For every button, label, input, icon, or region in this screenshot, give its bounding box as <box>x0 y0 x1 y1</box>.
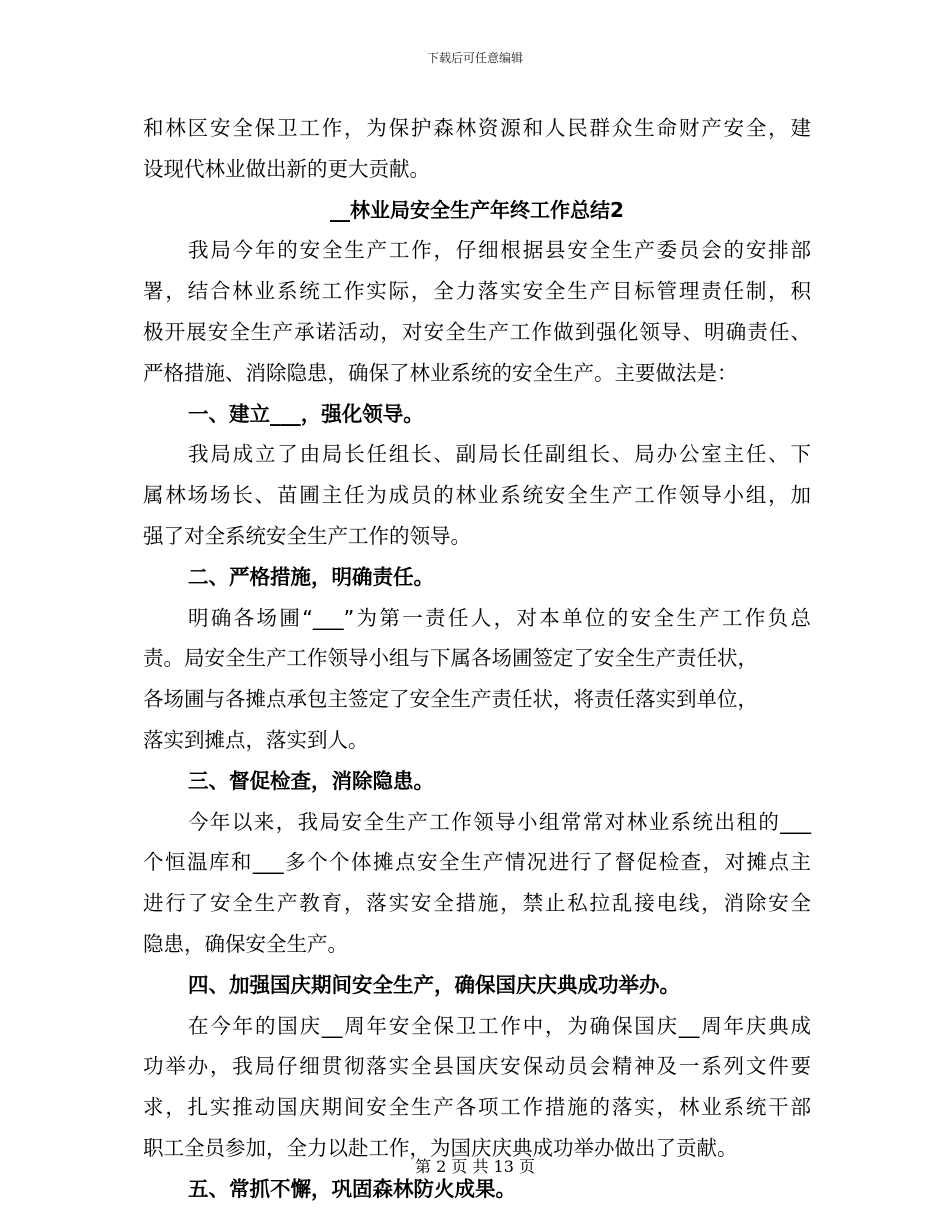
body-line: 责。局安全生产工作领导小组与下属各场圃签定了安全生产责任状， <box>143 646 758 671</box>
body-line: 严格措施、消除隐患，确保了林业系统的安全生产。主要做法是： <box>143 360 738 385</box>
body-line: 和林区安全保卫工作，为保护森林资源和人民群众生命财产安全，建 <box>143 116 811 140</box>
section-title: __林业局安全生产年终工作总结2 <box>330 197 624 222</box>
body-line: 个恒温库和___多个个体摊点安全生产情况进行了督促检查，对摊点主 <box>143 850 811 875</box>
subheading-5: 五、常抓不懈，巩固森林防火成果。 <box>188 1176 516 1201</box>
paragraph-first-line: 明确各场圃“___”为第一责任人，对本单位的安全生产工作负总 <box>188 605 811 630</box>
paragraph-first-line: 我局今年的安全生产工作，仔细根据县安全生产委员会的安排部 <box>188 238 811 263</box>
body-line: 求，扎实推动国庆期间安全生产各项工作措施的落实，林业系统干部 <box>143 1095 811 1120</box>
body-line: 各场圃与各摊点承包主签定了安全生产责任状，将责任落实到单位， <box>143 687 758 712</box>
page-number: 第 2 页 共 13 页 <box>415 1157 535 1176</box>
subheading-4: 四、加强国庆期间安全生产，确保国庆庆典成功举办。 <box>188 972 680 997</box>
document-body <box>143 108 811 1210</box>
subheading-3: 三、督促检查，消除隐患。 <box>188 768 434 793</box>
body-line: 极开展安全生产承诺活动，对安全生产工作做到强化领导、明确责任、 <box>143 319 811 344</box>
paragraph-first-line: 我局成立了由局长任组长、副局长任副组长、局办公室主任、下 <box>188 442 811 467</box>
body-line: 落实到摊点，落实到人。 <box>143 727 369 752</box>
paragraph-first-line: 今年以来，我局安全生产工作领导小组常常对林业系统出租的___ <box>188 809 811 834</box>
page-header-note: 下载后可任意编辑 <box>426 51 523 65</box>
subheading-2: 二、严格措施，明确责任。 <box>188 564 434 589</box>
body-line: 强了对全系统安全生产工作的领导。 <box>143 523 471 548</box>
subheading-1: 一、建立___，强化领导。 <box>188 401 424 426</box>
body-line: 属林场场长、苗圃主任为成员的林业系统安全生产工作领导小组，加 <box>143 483 811 508</box>
body-line: 功举办，我局仔细贯彻落实全县国庆安保动员会精神及一系列文件要 <box>143 1054 811 1079</box>
body-line: 设现代林业做出新的更大贡献。 <box>143 156 430 181</box>
paragraph-first-line: 在今年的国庆__周年安全保卫工作中，为确保国庆__周年庆典成 <box>188 1013 811 1038</box>
body-line: 隐患，确保安全生产。 <box>143 931 348 956</box>
body-line: 进行了安全生产教育，落实安全措施，禁止私拉乱接电线，消除安全 <box>143 891 811 916</box>
body-line: 署，结合林业系统工作实际，全力落实安全生产目标管理责任制，积 <box>143 279 811 304</box>
body-line: 职工全员参加，全力以赴工作，为国庆庆典成功举办做出了贡献。 <box>143 1135 738 1160</box>
